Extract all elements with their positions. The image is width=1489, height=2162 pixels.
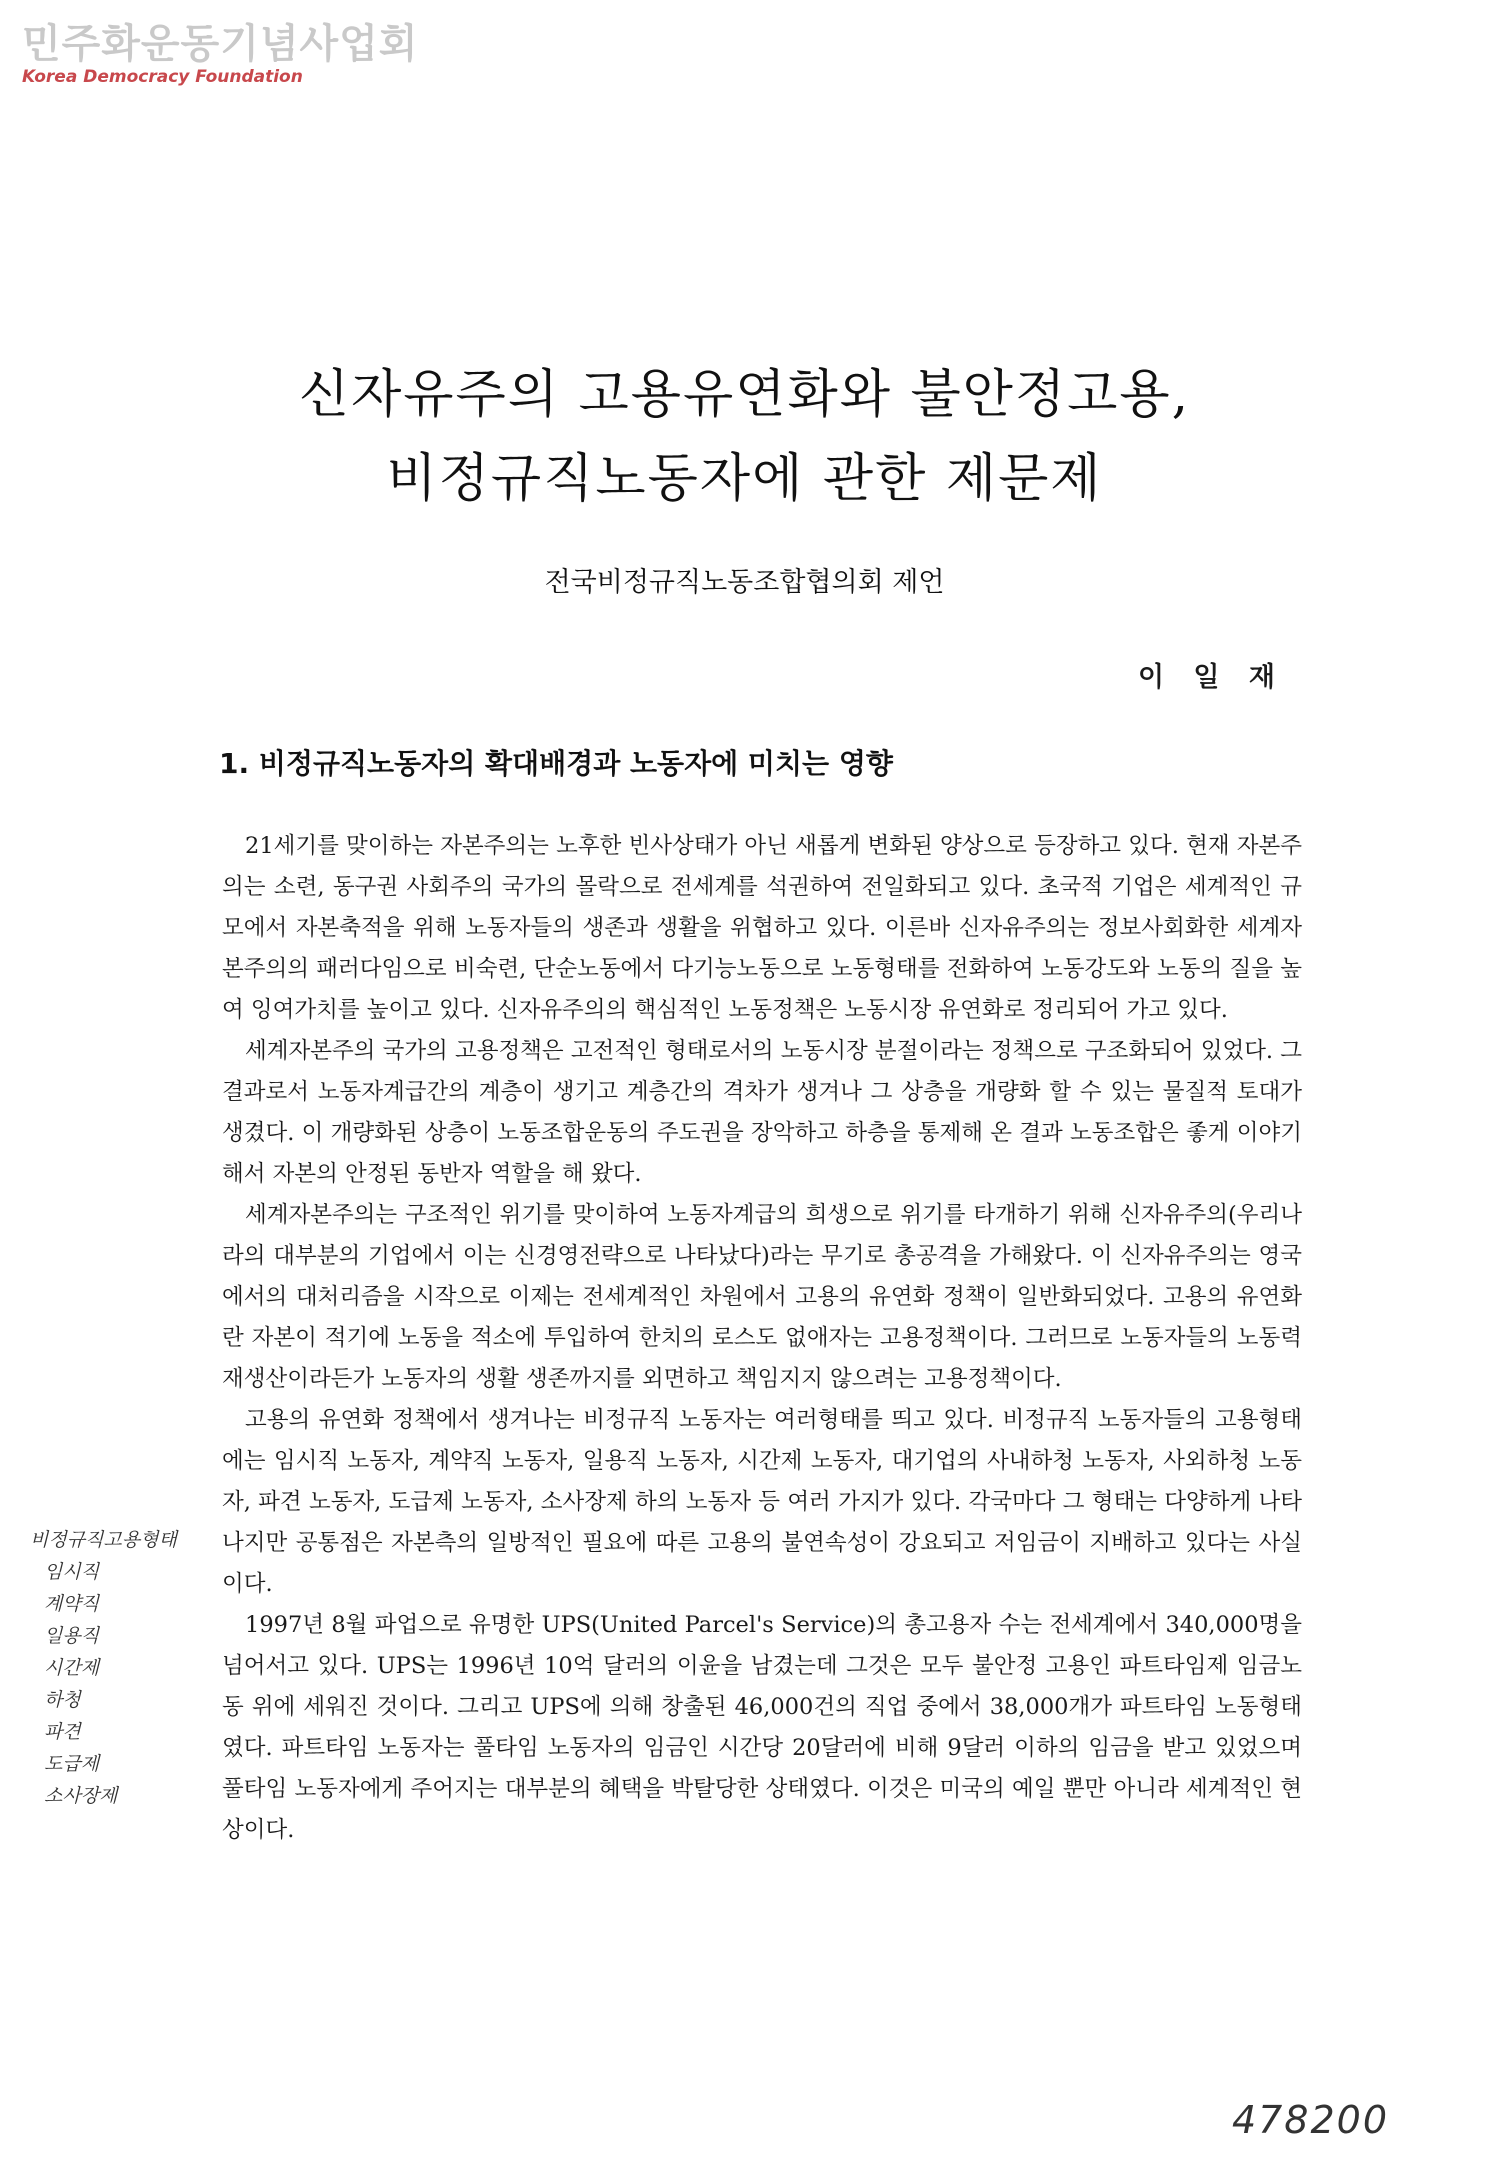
paragraph-4: 고용의 유연화 정책에서 생겨나는 비정규직 노동자는 여러형태를 띄고 있다. 비정규직 노동자들의 고용형태에는 임시직 노동자, 계약직 노동자, 일용직 노동자, 시간제 노동자, 대기업의 사내하청 노동자, 사외하청 노동자, 파견 노동자, 도급제 노동자, 소사장제 하의 노동자 등 여러 가지가 있다. 각국마다 그 형태는 다양하게 나타나지만 공통점은 자본측의 일방적인 필요에 따른 고용의 불연속성이 강요되고 저임금이 지배하고 있다는 사실이다. bbox=[222, 1407, 1302, 1597]
margin-note-item: 소사장제 bbox=[44, 1785, 118, 1807]
handwritten-margin-notes bbox=[30, 1524, 220, 1812]
margin-note-item: 하청 bbox=[44, 1689, 81, 1711]
margin-note-heading: 비정규직고용형태 bbox=[30, 1529, 177, 1551]
margin-note-item: 파견 bbox=[44, 1721, 81, 1743]
margin-note-item: 임시직 bbox=[44, 1561, 100, 1583]
author-name: 이 일 재 bbox=[1137, 662, 1285, 693]
watermark-english: Korea Democracy Foundation bbox=[22, 67, 303, 87]
page-stamp-number: 478200 bbox=[1231, 2098, 1389, 2142]
paragraph-1: 21세기를 맞이하는 자본주의는 노후한 빈사상태가 아닌 새롭게 변화된 양상으로 등장하고 있다. 현재 자본주의는 소련, 동구권 사회주의 국가의 몰락으로 전세계를 석권하여 전일화되고 있다. 초국적 기업은 세계적인 규모에서 자본축적을 위해 노동자들의 생존과 생활을 위협하고 있다. 이른바 신자유주의는 정보사회화한 세계자본주의의 패러다임으로 비숙련, 단순노동에서 다기능노동으로 노동형태를 전화하여 노동강도와 노동의 질을 높여 잉여가치를 높이고 있다. 신자유주의의 핵심적인 노동정책은 노동시장 유연화로 정리되어 가고 있다. bbox=[222, 833, 1302, 1023]
margin-note-item: 일용직 bbox=[44, 1625, 100, 1647]
paragraph-5: 1997년 8월 파업으로 유명한 UPS(United Parcel's Service)의 총고용자 수는 전세계에서 340,000명을 넘어서고 있다. UPS는 1996년 10억 달러의 이윤을 남겼는데 그것은 모두 불안정 고용인 파트타임제 임금노동 위에 세워진 것이다. 그리고 UPS에 의해 창출된 46,000건의 직업 중에서 38,000개가 파트타임 노동형태였다. 파트타임 노동자는 풀타임 노동자의 임금인 시간당 20달러에 비해 9달러 이하의 임금을 받고 있었으며 풀타임 노동자에게 주어지는 대부분의 혜택을 박탈당한 상태였다. 이것은 미국의 예일 뿐만 아니라 세계적인 현상이다. bbox=[222, 1612, 1302, 1843]
section-heading: 1. 비정규직노동자의 확대배경과 노동자에 미치는 영향 bbox=[219, 747, 893, 780]
margin-note-item: 계약직 bbox=[44, 1593, 100, 1615]
watermark bbox=[22, 22, 418, 88]
watermark-korean: 민주화운동기념사업회 bbox=[22, 21, 419, 67]
document-subtitle: 전국비정규직노동조합협의회 제언 bbox=[544, 567, 945, 598]
document-title-line-2: 비정규직노동자에 관한 제문제 bbox=[386, 449, 1103, 509]
margin-note-item: 도급제 bbox=[44, 1753, 100, 1775]
margin-note-item: 시간제 bbox=[44, 1657, 100, 1679]
document-title-line-1: 신자유주의 고용유연화와 불안정고용, bbox=[298, 365, 1191, 425]
body-text bbox=[222, 826, 1302, 1851]
paragraph-3: 세계자본주의는 구조적인 위기를 맞이하여 노동자계급의 희생으로 위기를 타개하기 위해 신자유주의(우리나라의 대부분의 기업에서 이는 신경영전략으로 나타났다)라는 무기로 총공격을 가해왔다. 이 신자유주의는 영국에서의 대처리즘을 시작으로 이제는 전세계적인 차원에서 고용의 유연화 정책이 일반화되었다. 고용의 유연화란 자본이 적기에 노동을 적소에 투입하여 한치의 로스도 없애자는 고용정책이다. 그러므로 노동자들의 노동력 재생산이라든가 노동자의 생활 생존까지를 외면하고 책임지지 않으려는 고용정책이다. bbox=[222, 1202, 1302, 1392]
paragraph-2: 세계자본주의 국가의 고용정책은 고전적인 형태로서의 노동시장 분절이라는 정책으로 구조화되어 있었다. 그 결과로서 노동자계급간의 계층이 생기고 계층간의 격차가 생겨나 그 상층을 개량화 할 수 있는 물질적 토대가 생겼다. 이 개량화된 상층이 노동조합운동의 주도권을 장악하고 하층을 통제해 온 결과 노동조합은 좋게 이야기해서 자본의 안정된 동반자 역할을 해 왔다. bbox=[222, 1038, 1302, 1187]
